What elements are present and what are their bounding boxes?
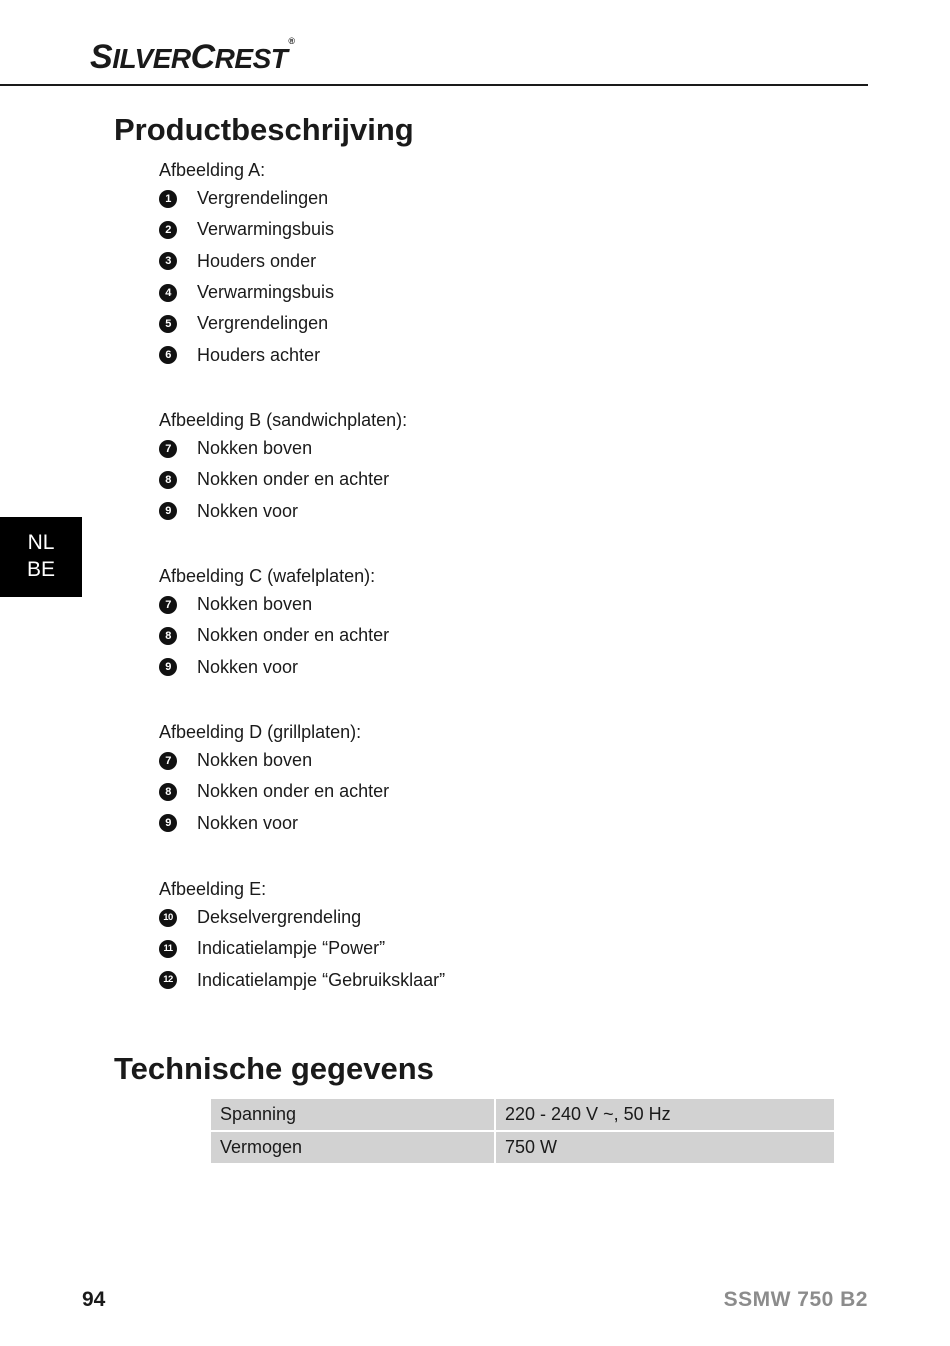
table-row	[211, 1099, 834, 1130]
section-title-product-description: Productbeschrijving	[114, 112, 414, 147]
item-label: Nokken boven	[197, 438, 313, 459]
item-label: Nokken onder en achter	[197, 625, 390, 646]
list-item	[159, 277, 334, 308]
item-label: Nokken voor	[197, 500, 299, 521]
number-badge: 7	[159, 596, 177, 614]
item-label: Nokken onder en achter	[197, 781, 390, 802]
item-label: Nokken voor	[197, 812, 299, 833]
figure-group-a	[159, 157, 334, 371]
table-cell-label: Spanning	[211, 1099, 496, 1130]
list-item	[159, 183, 334, 214]
number-badge: 10	[159, 909, 177, 927]
item-label: Verwarmingsbuis	[197, 219, 335, 240]
number-badge: 9	[159, 658, 177, 676]
item-label: Indicatielampje “Gebruiksklaar”	[197, 969, 446, 990]
number-badge: 5	[159, 315, 177, 333]
brand-logo: SILVERCREST®	[90, 35, 295, 76]
language-code-be: BE	[26, 558, 55, 581]
section-title-technical-data: Technische gegevens	[114, 1051, 434, 1086]
item-label: Vergrendelingen	[197, 188, 329, 209]
list-item	[159, 433, 407, 464]
number-badge: 4	[159, 284, 177, 302]
figure-group-title: Afbeelding A:	[159, 160, 266, 180]
number-badge: 7	[159, 752, 177, 770]
list-item	[159, 776, 389, 807]
item-label: Nokken boven	[197, 594, 313, 615]
item-label: Dekselvergrendeling	[197, 907, 362, 928]
item-label: Verwarmingsbuis	[197, 282, 335, 303]
list-item	[159, 589, 389, 620]
list-item	[159, 808, 389, 839]
table-cell-value: 750 W	[496, 1132, 834, 1163]
figure-group-title: Afbeelding B (sandwichplaten):	[159, 410, 408, 430]
item-label: Nokken voor	[197, 656, 299, 677]
item-label: Nokken boven	[197, 750, 313, 771]
list-item	[159, 496, 407, 527]
list-item	[159, 620, 389, 651]
number-badge: 9	[159, 814, 177, 832]
figure-group-e	[159, 876, 445, 996]
figure-group-d	[159, 719, 389, 839]
number-badge: 7	[159, 440, 177, 458]
technical-data-table	[211, 1097, 834, 1165]
language-tab	[0, 517, 82, 597]
header-rule	[0, 84, 868, 86]
figure-group-title: Afbeelding C (wafelplaten):	[159, 566, 376, 586]
item-label: Nokken onder en achter	[197, 469, 390, 490]
number-badge: 8	[159, 627, 177, 645]
figure-group-title: Afbeelding D (grillplaten):	[159, 722, 362, 742]
list-item	[159, 214, 334, 245]
figure-group-c	[159, 563, 389, 683]
page-number: 94	[82, 1288, 106, 1311]
list-item	[159, 902, 445, 933]
item-label: Vergrendelingen	[197, 313, 329, 334]
number-badge: 2	[159, 221, 177, 239]
item-label: Houders achter	[197, 344, 321, 365]
number-badge: 8	[159, 471, 177, 489]
number-badge: 8	[159, 783, 177, 801]
table-cell-value: 220 - 240 V ~, 50 Hz	[496, 1099, 834, 1130]
model-number: SSMW 750 B2	[723, 1288, 868, 1311]
list-item	[159, 933, 445, 964]
list-item	[159, 652, 389, 683]
list-item	[159, 339, 334, 370]
item-label: Indicatielampje “Power”	[197, 938, 386, 959]
item-label: Houders onder	[197, 250, 317, 271]
list-item	[159, 464, 407, 495]
list-item	[159, 965, 445, 996]
figure-group-title: Afbeelding E:	[159, 879, 267, 899]
list-item	[159, 308, 334, 339]
number-badge: 1	[159, 190, 177, 208]
figure-group-b	[159, 407, 407, 527]
number-badge: 12	[159, 971, 177, 989]
number-badge: 6	[159, 346, 177, 364]
list-item	[159, 246, 334, 277]
table-cell-label: Vermogen	[211, 1132, 496, 1163]
number-badge: 3	[159, 252, 177, 270]
list-item	[159, 745, 389, 776]
number-badge: 11	[159, 940, 177, 958]
language-code-nl: NL	[27, 531, 55, 554]
number-badge: 9	[159, 502, 177, 520]
table-row	[211, 1132, 834, 1163]
